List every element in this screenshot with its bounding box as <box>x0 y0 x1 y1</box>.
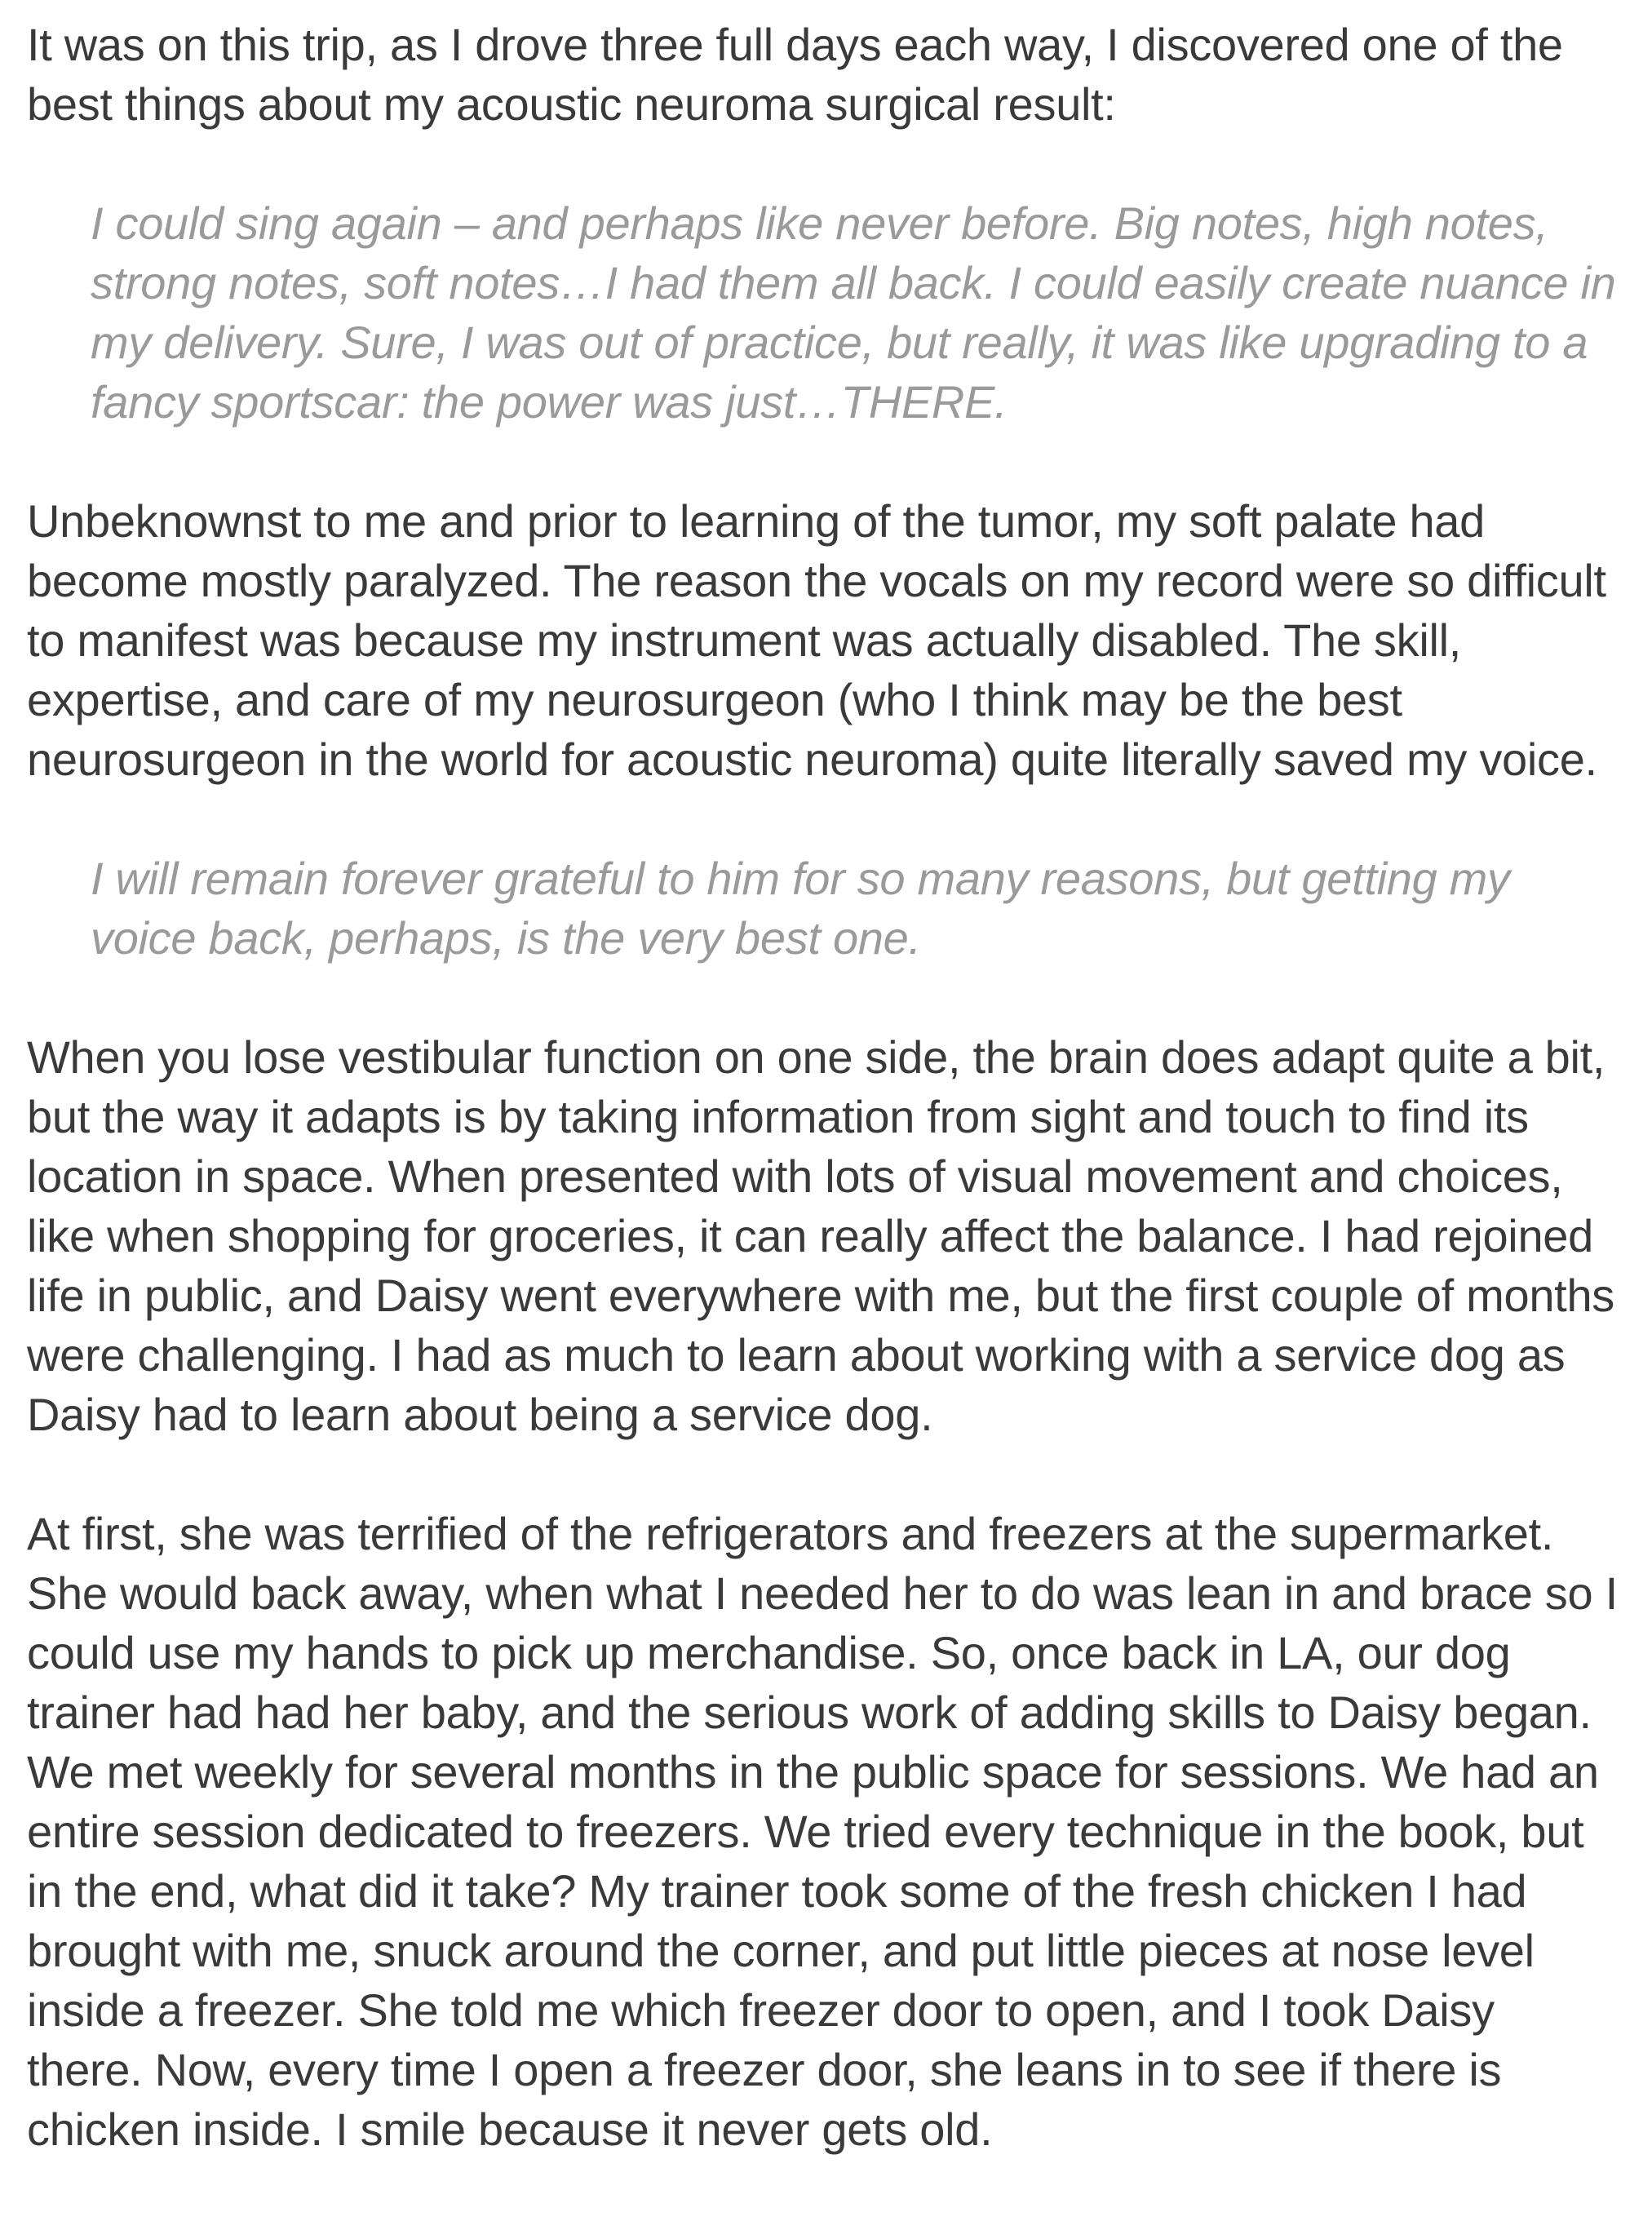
paragraph-vestibular: When you lose vestibular function on one side, the brain does adapt quite a bit, but the way it adapts is by taking information from sight and touch to find its location in space. When presented with lots of visual movement and choices, like when shopping for groceries, it can really affect the balance. I had rejoined life in public, and Daisy went everywhere with me, but the first couple of months were challenging. I had as much to learn about working with a service dog as Daisy had to learn about being a service dog. <box>27 1031 1614 1440</box>
pull-quote-gratitude: I will remain forever grateful to him for so many reasons, but getting my voice back, perhaps, is the very best one. <box>91 853 1510 964</box>
article-body <box>27 15 1618 2159</box>
paragraph-trip: It was on this trip, as I drove three full days each way, I discovered one of the best things about my acoustic neuroma surgical result: <box>27 19 1563 130</box>
pull-quote-singing: I could sing again – and perhaps like never before. Big notes, high notes, strong notes, soft notes…I had them all back. I could easily create nuance in my delivery. Sure, I was out of practice, but really, it was like upgrading to a fancy sportscar: the power was just…THERE. <box>91 197 1616 428</box>
paragraph-soft-palate: Unbeknownst to me and prior to learning of the tumor, my soft palate had become mostly paralyzed. The reason the vocals on my record were so difficult to manifest was because my instrument was actually disabled. The skill, expertise, and care of my neurosurgeon (who I think may be the best neurosurgeon in the world for acoustic neuroma) quite literally saved my voice. <box>27 495 1606 785</box>
paragraph-freezers: At first, she was terrified of the refrigerators and freezers at the supermarket. She would back away, when what I needed her to do was lean in and brace so I could use my hands to pick up merchandise. So, once back in LA, our dog trainer had had her baby, and the serious work of adding skills to Daisy began. We met weekly for several months in the public space for sessions. We had an entire session dedicated to freezers. We tried every technique in the book, but in the end, what did it take? My trainer took some of the fresh chicken I had brought with me, snuck around the corner, and put little pieces at nose level inside a freezer. She told me which freezer door to open, and I took Daisy there. Now, every time I open a freezer door, she leans in to see if there is chicken inside. I smile because it never gets old. <box>27 1508 1618 2155</box>
